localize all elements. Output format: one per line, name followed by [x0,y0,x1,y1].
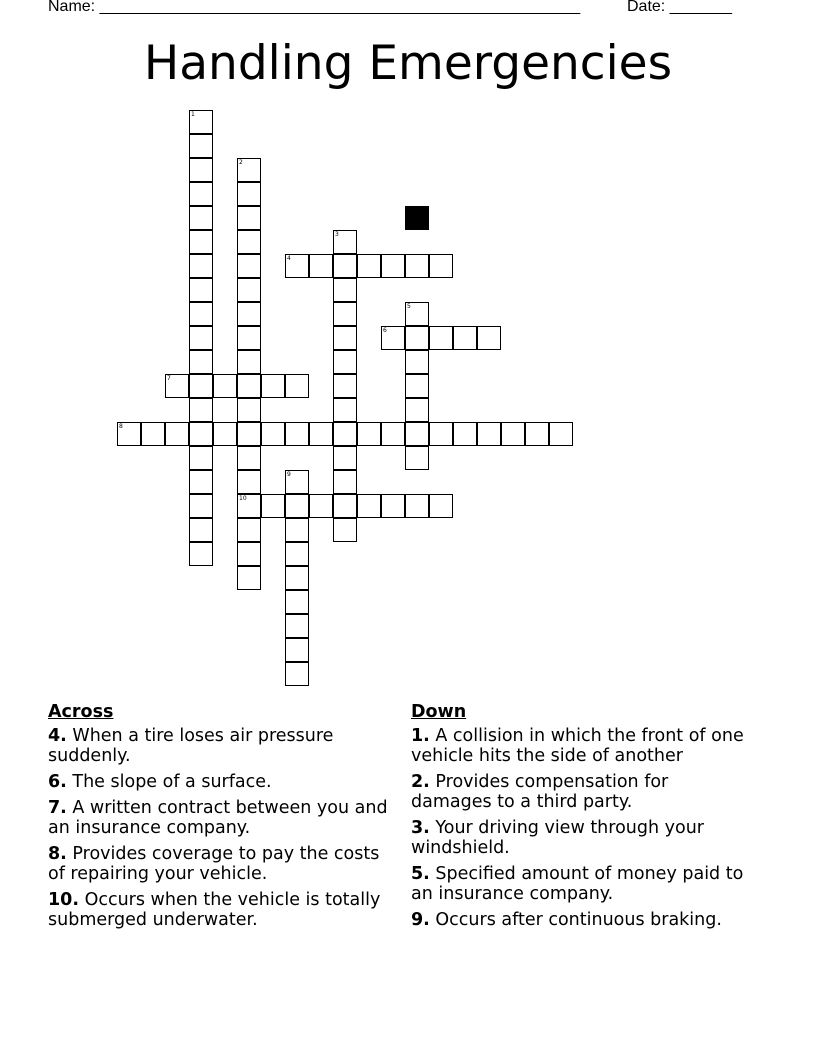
crossword-cell[interactable] [333,374,357,398]
crossword-cell[interactable] [405,350,429,374]
crossword-cell[interactable] [333,422,357,446]
clue-text: Your driving view through your windshield. [411,818,704,858]
crossword-cell[interactable] [285,518,309,542]
crossword-cell[interactable] [189,134,213,158]
crossword-cell[interactable] [333,518,357,542]
crossword-cell[interactable] [189,350,213,374]
crossword-cell[interactable] [189,494,213,518]
crossword-cell[interactable] [237,446,261,470]
crossword-cell[interactable] [237,254,261,278]
crossword-cell[interactable] [357,422,381,446]
clue-across-10 [48,890,388,930]
crossword-cell[interactable] [261,494,285,518]
crossword-cell[interactable] [189,446,213,470]
crossword-cell[interactable] [237,278,261,302]
clue-down-9 [411,910,751,930]
crossword-cell[interactable] [237,230,261,254]
down-clues [411,702,751,936]
crossword-cell[interactable] [453,422,477,446]
clue-number-label: 3 [335,231,339,238]
clue-number: 7. [48,798,67,818]
clue-number: 10. [48,890,80,910]
crossword-cell[interactable] [405,494,429,518]
crossword-cell[interactable] [189,158,213,182]
crossword-cell[interactable] [309,254,333,278]
clue-text: The slope of a surface. [66,772,272,792]
crossword-cell[interactable] [381,422,405,446]
crossword-cell[interactable] [213,422,237,446]
crossword-cell[interactable] [285,566,309,590]
crossword-cell[interactable] [237,470,261,494]
crossword-cell[interactable] [333,398,357,422]
crossword-cell[interactable] [189,398,213,422]
crossword-cell[interactable] [189,302,213,326]
crossword-cell[interactable] [285,614,309,638]
crossword-cell[interactable] [189,230,213,254]
crossword-cell[interactable] [333,302,357,326]
crossword-cell[interactable] [237,494,261,518]
clue-across-4 [48,726,388,766]
crossword-cell[interactable] [309,494,333,518]
crossword-cell[interactable] [237,182,261,206]
clue-number: 8. [48,844,67,864]
crossword-cell[interactable] [477,422,501,446]
crossword-cell[interactable] [453,326,477,350]
clue-text: Occurs after continuous braking. [429,910,722,930]
crossword-cell[interactable] [189,110,213,134]
clue-number: 2. [411,772,430,792]
crossword-cell[interactable] [285,662,309,686]
clue-down-2 [411,772,751,812]
clue-text: When a tire loses air pressure suddenly. [48,726,334,766]
clue-across-6 [48,772,388,792]
crossword-cell[interactable] [237,422,261,446]
crossword-cell[interactable] [237,206,261,230]
crossword-cell[interactable] [285,638,309,662]
crossword-cell[interactable] [381,326,405,350]
clue-number: 1. [411,726,430,746]
crossword-cell[interactable] [189,278,213,302]
crossword-cell[interactable] [285,494,309,518]
crossword-cell[interactable] [189,542,213,566]
crossword-cell[interactable] [237,542,261,566]
crossword-cell[interactable] [261,374,285,398]
crossword-cell[interactable] [333,254,357,278]
crossword-cell[interactable] [381,494,405,518]
across-clues [48,702,388,936]
crossword-cell[interactable] [285,470,309,494]
crossword-cell[interactable] [477,326,501,350]
clue-number: 4. [48,726,67,746]
crossword-cell[interactable] [333,446,357,470]
clue-text: A written contract between you and an insurance company. [48,798,388,838]
crossword-cell[interactable] [261,422,285,446]
clue-text: Occurs when the vehicle is totally submerged underwater. [48,890,381,930]
clue-text: A collision in which the front of one vehicle hits the side of another [411,726,744,766]
clue-number: 9. [411,910,430,930]
date-field[interactable]: Date: _______ [627,0,732,15]
crossword-cell[interactable] [381,254,405,278]
down-heading: Down [411,702,467,722]
clue-number-label: 8 [119,423,123,430]
clue-text: Provides compensation for damages to a third party. [411,772,669,812]
crossword-cell[interactable] [285,374,309,398]
crossword-cell[interactable] [429,494,453,518]
crossword-cell[interactable] [333,494,357,518]
clue-text: Provides coverage to pay the costs of repairing your vehicle. [48,844,380,884]
clue-number: 6. [48,772,67,792]
clue-text: Specified amount of money paid to an insurance company. [411,864,744,904]
clue-number-label: 4 [287,255,291,262]
crossword-cell[interactable] [405,326,429,350]
crossword-cell[interactable] [165,422,189,446]
crossword-cell[interactable] [237,398,261,422]
crossword-cell[interactable] [237,566,261,590]
clue-across-8 [48,844,388,884]
crossword-cell[interactable] [333,350,357,374]
clue-down-3 [411,818,751,858]
name-field[interactable]: Name: ______________________________________________________ [48,0,581,15]
crossword-cell[interactable] [405,254,429,278]
crossword-cell[interactable] [285,254,309,278]
crossword-cell[interactable] [405,398,429,422]
crossword-cell[interactable] [189,254,213,278]
crossword-cell[interactable] [237,302,261,326]
crossword-cell[interactable] [117,422,141,446]
crossword-cell[interactable] [357,254,381,278]
crossword-cell[interactable] [429,254,453,278]
crossword-cell[interactable] [333,230,357,254]
clue-number-label: 5 [407,303,411,310]
crossword-cell[interactable] [333,326,357,350]
clue-number-label: 6 [383,327,387,334]
crossword-cell[interactable] [309,422,333,446]
crossword-cell[interactable] [405,422,429,446]
crossword-cell[interactable] [189,422,213,446]
crossword-cell[interactable] [165,374,189,398]
clue-number-label: 9 [287,471,291,478]
crossword-cell[interactable] [213,374,237,398]
crossword-cell[interactable] [189,326,213,350]
crossword-cell[interactable] [549,422,573,446]
crossword-cell[interactable] [189,470,213,494]
crossword-cell[interactable] [405,374,429,398]
clue-number-label: 7 [167,375,171,382]
clue-number-label: 1 [191,111,195,118]
across-heading: Across [48,702,114,722]
crossword-cell[interactable] [429,326,453,350]
crossword-cell[interactable] [237,326,261,350]
clue-number: 5. [411,864,430,884]
crossword-cell[interactable] [189,374,213,398]
crossword-cell[interactable] [357,494,381,518]
clue-down-5 [411,864,751,904]
crossword-cell[interactable] [285,422,309,446]
crossword-cell[interactable] [189,182,213,206]
crossword-cell[interactable] [285,590,309,614]
clue-number: 3. [411,818,430,838]
crossword-cell[interactable] [333,470,357,494]
crossword-cell[interactable] [405,446,429,470]
crossword-block [405,206,429,230]
clue-number-label: 10 [239,495,247,502]
crossword-cell[interactable] [501,422,525,446]
crossword-cell[interactable] [237,350,261,374]
crossword-cell[interactable] [525,422,549,446]
clue-across-7 [48,798,388,838]
crossword-cell[interactable] [405,302,429,326]
crossword-cell[interactable] [189,518,213,542]
crossword-cell[interactable] [141,422,165,446]
crossword-cell[interactable] [237,158,261,182]
crossword-cell[interactable] [237,374,261,398]
crossword-cell[interactable] [189,206,213,230]
crossword-cell[interactable] [333,278,357,302]
clue-number-label: 2 [239,159,243,166]
crossword-cell[interactable] [285,542,309,566]
clue-down-1 [411,726,751,766]
crossword-cell[interactable] [237,518,261,542]
page-title: Handling Emergencies [143,36,673,91]
crossword-cell[interactable] [429,422,453,446]
